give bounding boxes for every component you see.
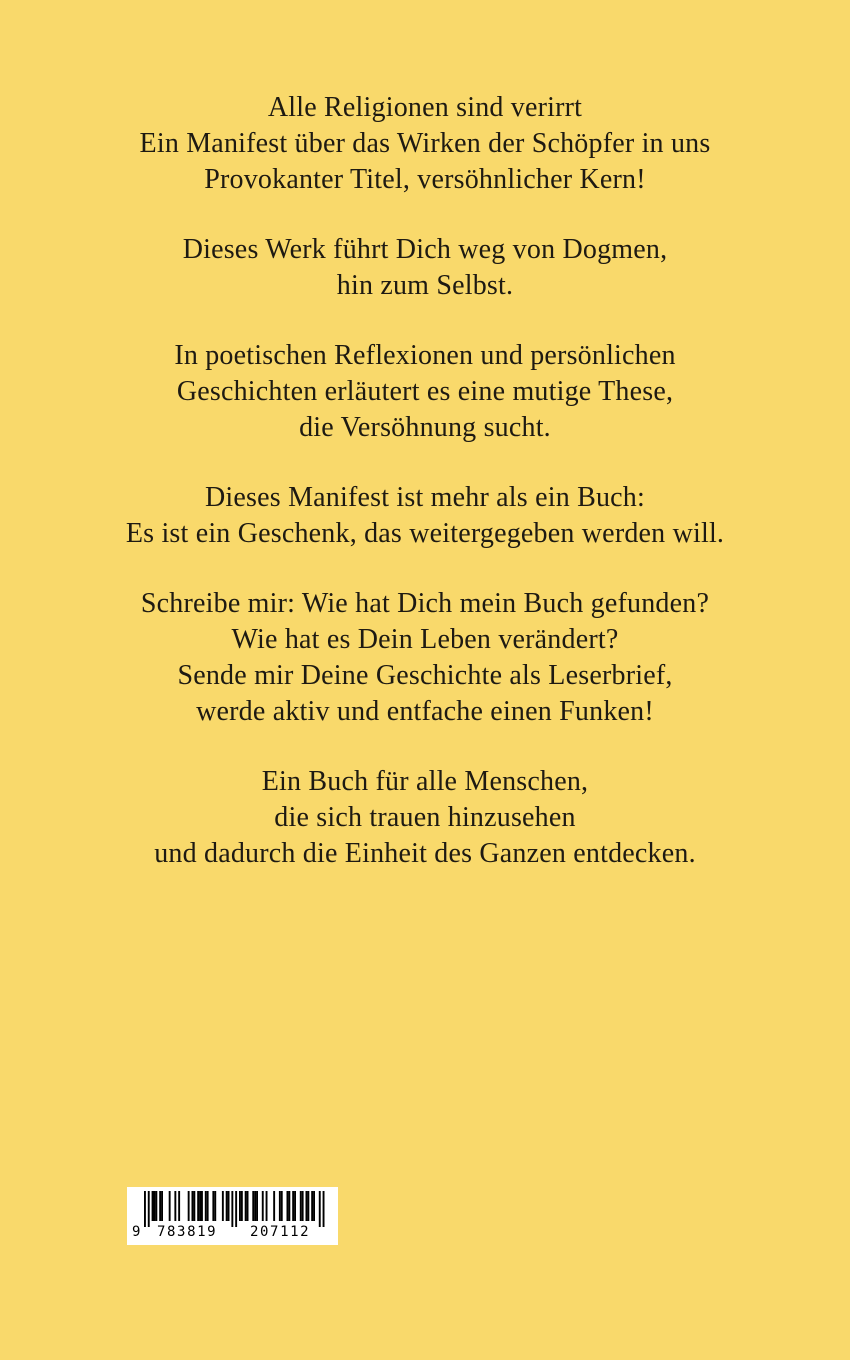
barcode-bar: [152, 1191, 154, 1221]
blurb-line: Geschichten erläutert es eine mutige These,: [176, 376, 674, 407]
blurb-paragraph-4: [0, 480, 850, 552]
blurb-line: werde aktiv und entfache einen Funken!: [196, 696, 654, 727]
blurb-paragraph-6: [0, 764, 850, 872]
barcode-bars: [127, 1187, 338, 1227]
barcode-bar: [159, 1191, 161, 1221]
barcode-bar: [287, 1191, 289, 1221]
blurb-line: Schreibe mir: Wie hat Dich mein Buch gefunden?: [140, 588, 710, 619]
blurb-text: [0, 90, 850, 906]
barcode-bar: [154, 1191, 156, 1221]
blurb-line: Sende mir Deine Geschichte als Leserbrief,: [177, 660, 673, 691]
barcode-bar: [279, 1191, 281, 1221]
barcode-bar: [311, 1191, 313, 1221]
barcode-bar: [307, 1191, 309, 1221]
barcode-bar: [288, 1191, 290, 1221]
blurb-line: Provokanter Titel, versöhnlicher Kern!: [204, 164, 646, 195]
barcode-bar: [214, 1191, 216, 1221]
blurb-line: und dadurch die Einheit des Ganzen entdecken.: [154, 838, 696, 869]
barcode-bar: [247, 1191, 249, 1221]
blurb-paragraph-5: [0, 586, 850, 730]
barcode-bar: [252, 1191, 254, 1221]
barcode-bar: [245, 1191, 247, 1221]
barcode-bar: [281, 1191, 283, 1221]
barcode-bar: [294, 1191, 296, 1221]
blurb-line: Ein Buch für alle Menschen,: [261, 766, 589, 797]
barcode-bar: [188, 1191, 190, 1221]
blurb-paragraph-2: [0, 232, 850, 304]
barcode-bar: [199, 1191, 201, 1221]
barcode-bar: [241, 1191, 243, 1221]
barcode-bar: [239, 1191, 241, 1221]
blurb-line: Wie hat es Dein Leben verändert?: [231, 624, 619, 655]
barcode-bar: [207, 1191, 209, 1221]
barcode-bar: [222, 1191, 224, 1221]
blurb-line: In poetischen Reflexionen und persönlichen: [174, 340, 676, 371]
blurb-line: Ein Manifest über das Wirken der Schöpfer in uns: [139, 128, 711, 159]
barcode-bar: [262, 1191, 264, 1221]
blurb-line: die Versöhnung sucht.: [299, 412, 551, 443]
barcode-bar: [197, 1191, 199, 1221]
blurb-line: hin zum Selbst.: [336, 270, 514, 301]
barcode-bar: [302, 1191, 304, 1221]
barcode-left-group: 783819: [157, 1224, 218, 1240]
barcode-bar: [226, 1191, 228, 1221]
barcode-bar: [306, 1191, 308, 1221]
blurb-line: die sich trauen hinzusehen: [274, 802, 576, 833]
barcode-bar: [254, 1191, 256, 1221]
barcode-bar: [228, 1191, 230, 1221]
barcode-bar: [273, 1191, 275, 1221]
barcode-bar: [266, 1191, 268, 1221]
blurb-line: Dieses Werk führt Dich weg von Dogmen,: [182, 234, 668, 265]
blurb-line: Alle Religionen sind verirrt: [267, 92, 583, 123]
barcode-bar: [300, 1191, 302, 1221]
barcode-bar: [193, 1191, 195, 1221]
barcode-bar: [178, 1191, 180, 1221]
barcode-bar: [174, 1191, 176, 1221]
blurb-line: Es ist ein Geschenk, das weitergegeben werden will.: [125, 518, 725, 549]
blurb-line: Dieses Manifest ist mehr als ein Buch:: [205, 482, 645, 513]
blurb-paragraph-1: [0, 90, 850, 198]
barcode-digits: [127, 1222, 338, 1242]
barcode-first-digit: 9: [132, 1224, 143, 1240]
barcode-bar: [256, 1191, 258, 1221]
barcode-bar: [192, 1191, 194, 1221]
blurb-paragraph-3: [0, 338, 850, 446]
barcode-bar: [161, 1191, 163, 1221]
barcode-bar: [313, 1191, 315, 1221]
barcode-bar: [205, 1191, 207, 1221]
barcode-bar: [155, 1191, 157, 1221]
barcode-bar: [292, 1191, 294, 1221]
barcode-right-group: 207112: [250, 1224, 311, 1240]
isbn-barcode: [127, 1187, 338, 1245]
barcode-bar: [169, 1191, 171, 1221]
barcode-bar: [212, 1191, 214, 1221]
barcode-bar: [201, 1191, 203, 1221]
